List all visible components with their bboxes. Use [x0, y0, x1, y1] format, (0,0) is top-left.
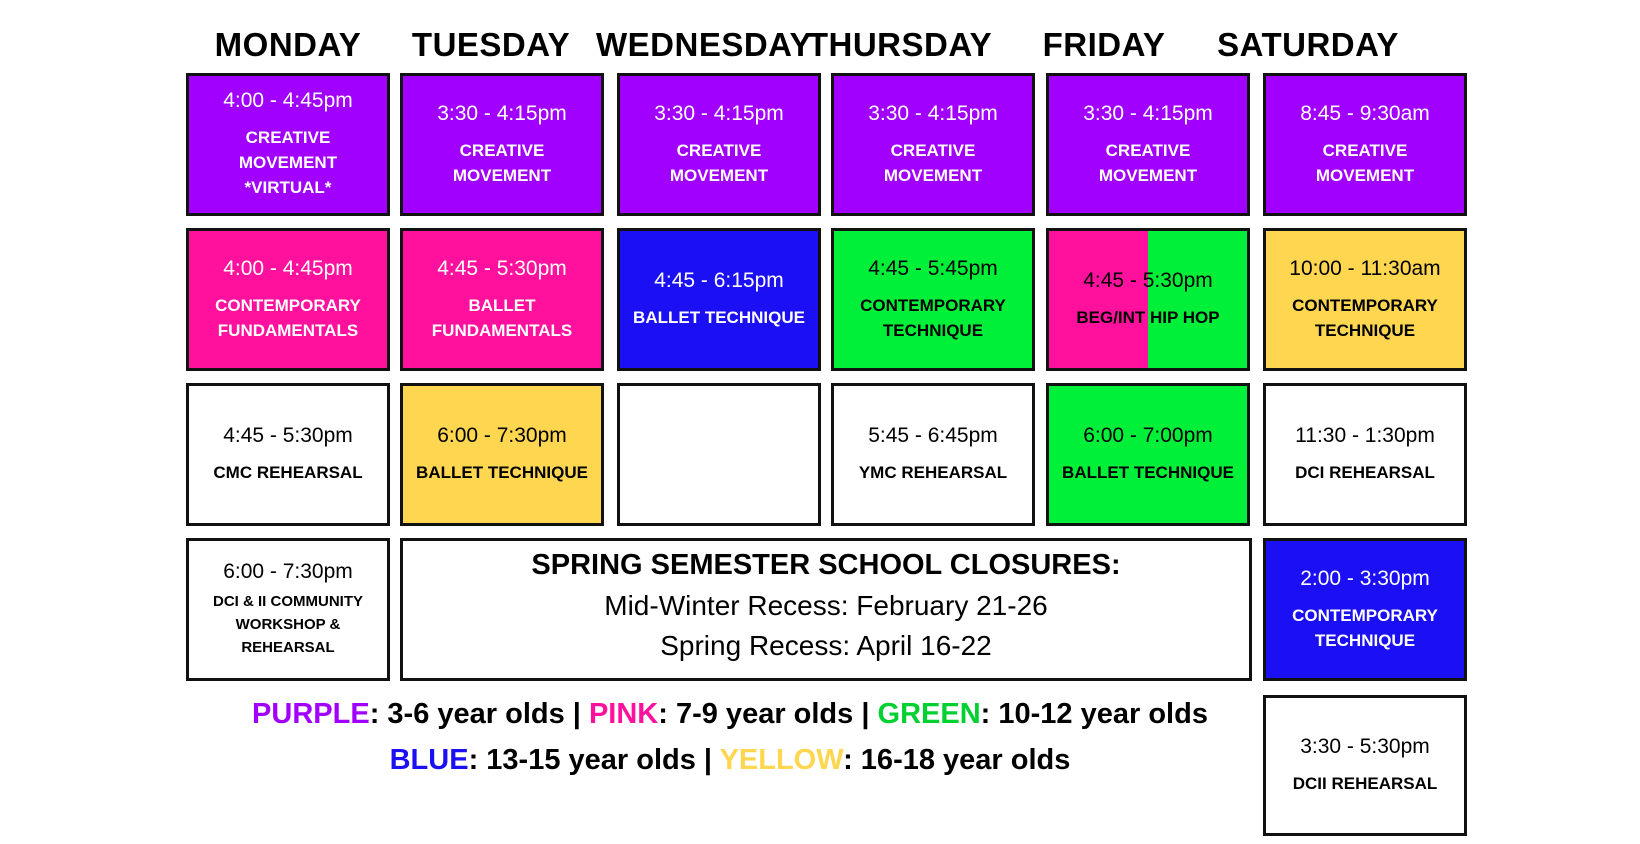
class-cell-monday-3 — [186, 383, 390, 526]
class-time: 4:45 - 6:15pm — [654, 269, 784, 292]
closure-mid-winter: Mid-Winter Recess: February 21-26 — [604, 590, 1048, 621]
age-color-legend-line-1 — [200, 698, 1260, 731]
class-name: BALLET TECHNIQUE — [416, 463, 588, 482]
class-cell-monday-1 — [186, 73, 390, 216]
class-cell-friday-3 — [1046, 383, 1250, 526]
class-time: 4:00 - 4:45pm — [223, 89, 353, 112]
class-name: BALLET TECHNIQUE — [1062, 463, 1234, 482]
class-time: 8:45 - 9:30am — [1300, 101, 1430, 125]
class-cell-monday-2 — [186, 228, 390, 371]
class-name: DCI & II COMMUNITY WORKSHOP & REHEARSAL — [213, 593, 363, 656]
closure-spring: Spring Recess: April 16-22 — [660, 630, 992, 661]
class-cell-tuesday-2 — [400, 228, 604, 371]
class-cell-thursday-1 — [831, 73, 1035, 216]
class-cell-friday-1 — [1046, 73, 1250, 216]
class-time: 3:30 - 4:15pm — [654, 101, 784, 125]
day-header-tuesday: TUESDAY — [411, 26, 571, 63]
class-time: 3:30 - 4:15pm — [437, 101, 567, 125]
legend-pink-text: : 7-9 year olds | — [658, 698, 878, 730]
class-name: BEG/INT HIP HOP — [1076, 308, 1220, 327]
legend-purple-word: PURPLE — [252, 698, 370, 730]
class-name: BALLET TECHNIQUE — [633, 308, 805, 327]
legend-green-word: GREEN — [877, 698, 981, 730]
legend-yellow-text: : 16-18 year olds — [843, 744, 1071, 776]
class-cell-saturday-3 — [1263, 383, 1467, 526]
class-name: DCII REHEARSAL — [1292, 774, 1438, 793]
class-name: CREATIVE MOVEMENT *VIRTUAL* — [238, 128, 338, 197]
day-header-thursday: THURSDAY — [807, 26, 993, 63]
legend-blue-text: : 13-15 year olds | — [468, 744, 720, 776]
class-time: 6:00 - 7:00pm — [1083, 424, 1213, 447]
class-time: 6:00 - 7:30pm — [223, 560, 353, 583]
day-header-monday: MONDAY — [214, 26, 362, 63]
day-header-wednesday: WEDNESDAY — [596, 26, 812, 63]
class-cell-monday-4 — [186, 538, 390, 681]
class-cell-saturday-4 — [1263, 538, 1467, 681]
class-cell-saturday-1 — [1263, 73, 1467, 216]
legend-green-text: : 10-12 year olds — [980, 698, 1208, 730]
class-name: BALLET FUNDAMENTALS — [431, 295, 573, 340]
class-time: 4:45 - 5:30pm — [437, 256, 567, 280]
class-name: CREATIVE MOVEMENT — [669, 140, 769, 185]
class-cell-thursday-3 — [831, 383, 1035, 526]
class-time: 6:00 - 7:30pm — [437, 424, 567, 447]
class-cell-saturday-2 — [1263, 228, 1467, 371]
class-cell-wednesday-2 — [617, 228, 821, 371]
closures-title: SPRING SEMESTER SCHOOL CLOSURES: — [531, 549, 1121, 581]
class-name: CONTEMPORARY TECHNIQUE — [1292, 295, 1438, 340]
day-header-friday: FRIDAY — [1042, 26, 1166, 63]
class-cell-wednesday-1 — [617, 73, 821, 216]
class-name: CREATIVE MOVEMENT — [883, 140, 983, 185]
class-name: DCI REHEARSAL — [1295, 463, 1435, 482]
class-time: 3:30 - 5:30pm — [1300, 735, 1430, 758]
class-time: 5:45 - 6:45pm — [868, 424, 998, 447]
class-name: CREATIVE MOVEMENT — [1098, 140, 1198, 185]
class-time: 4:00 - 4:45pm — [223, 256, 353, 280]
legend-pink-word: PINK — [588, 698, 659, 730]
class-name: CONTEMPORARY TECHNIQUE — [1292, 605, 1438, 650]
class-name: CONTEMPORARY TECHNIQUE — [860, 295, 1006, 340]
age-color-legend-line-2 — [200, 744, 1260, 777]
class-cell-tuesday-3 — [400, 383, 604, 526]
class-time: 3:30 - 4:15pm — [1083, 101, 1213, 125]
split-content — [1049, 231, 1247, 368]
class-time: 4:45 - 5:45pm — [868, 256, 998, 280]
class-time: 10:00 - 11:30am — [1289, 256, 1441, 280]
day-header-saturday: SATURDAY — [1217, 26, 1399, 63]
class-time: 4:45 - 5:30pm — [223, 424, 353, 447]
class-name: CONTEMPORARY FUNDAMENTALS — [215, 295, 361, 340]
class-cell-wednesday-3-empty — [617, 383, 821, 526]
class-name: CREATIVE MOVEMENT — [452, 140, 552, 185]
class-name: CREATIVE MOVEMENT — [1315, 140, 1415, 185]
class-time: 3:30 - 4:15pm — [868, 101, 998, 125]
class-name: CMC REHEARSAL — [213, 463, 363, 482]
class-time: 11:30 - 1:30pm — [1295, 424, 1435, 447]
class-cell-saturday-5 — [1263, 695, 1467, 836]
class-name: YMC REHEARSAL — [858, 463, 1008, 482]
class-time: 2:00 - 3:30pm — [1300, 566, 1430, 590]
legend-yellow-word: YELLOW — [719, 744, 844, 776]
legend-blue-word: BLUE — [389, 744, 469, 776]
class-cell-tuesday-1 — [400, 73, 604, 216]
legend-purple-text: : 3-6 year olds | — [369, 698, 589, 730]
class-cell-thursday-2 — [831, 228, 1035, 371]
class-time: 4:45 - 5:30pm — [1083, 269, 1213, 292]
school-closures-box — [400, 538, 1252, 681]
class-cell-friday-2 — [1046, 228, 1250, 371]
